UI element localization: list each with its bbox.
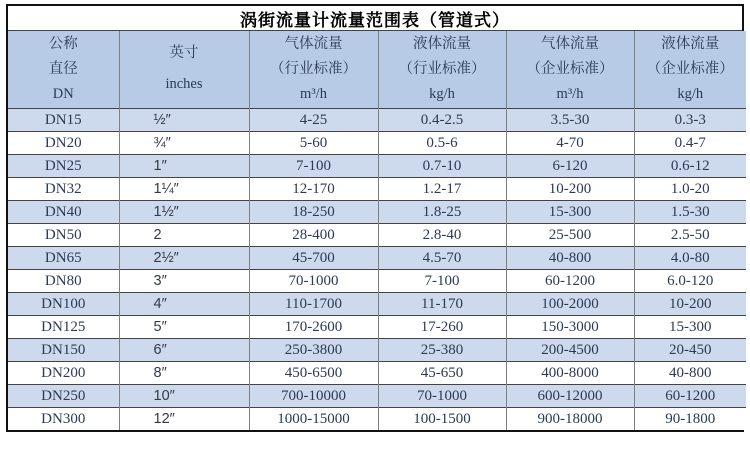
header-line: 公称 bbox=[48, 35, 78, 52]
table-body bbox=[8, 108, 746, 430]
cell: 60-1200 bbox=[634, 384, 746, 407]
cell: 0.7-10 bbox=[378, 154, 506, 177]
cell: DN200 bbox=[8, 361, 119, 384]
cell: 3.5-30 bbox=[506, 108, 634, 131]
table-row bbox=[8, 361, 746, 384]
cell: 1000-15000 bbox=[249, 407, 378, 430]
header-line: 液体流量 bbox=[413, 35, 471, 52]
cell: 10″ bbox=[119, 384, 249, 407]
cell: 1.0-20 bbox=[634, 177, 746, 200]
cell: 25-500 bbox=[506, 223, 634, 246]
cell: 4.0-80 bbox=[634, 246, 746, 269]
cell: 1½″ bbox=[119, 200, 249, 223]
cell: 90-1800 bbox=[634, 407, 746, 430]
column-header-gas-enterprise bbox=[506, 31, 634, 108]
flow-range-table bbox=[6, 4, 744, 432]
cell: DN100 bbox=[8, 292, 119, 315]
header-line: 直径 bbox=[48, 60, 78, 77]
header-line: （企业标准） bbox=[646, 60, 734, 77]
cell: 900-18000 bbox=[506, 407, 634, 430]
cell: 6-120 bbox=[506, 154, 634, 177]
cell: DN15 bbox=[8, 108, 119, 131]
cell: 100-2000 bbox=[506, 292, 634, 315]
cell: 45-650 bbox=[378, 361, 506, 384]
cell: 2.5-50 bbox=[634, 223, 746, 246]
cell: 6.0-120 bbox=[634, 269, 746, 292]
table-row bbox=[8, 223, 746, 246]
cell: DN125 bbox=[8, 315, 119, 338]
header-row bbox=[8, 31, 746, 108]
cell: DN300 bbox=[8, 407, 119, 430]
column-header-liquid-enterprise bbox=[634, 31, 746, 108]
table-header bbox=[8, 31, 746, 108]
cell: 12″ bbox=[119, 407, 249, 430]
table-row bbox=[8, 292, 746, 315]
cell: ½″ bbox=[119, 108, 249, 131]
cell: 150-3000 bbox=[506, 315, 634, 338]
header-line: inches bbox=[165, 76, 203, 93]
cell: 1.2-17 bbox=[378, 177, 506, 200]
cell: 400-8000 bbox=[506, 361, 634, 384]
header-line: DN bbox=[52, 85, 74, 102]
table-row bbox=[8, 315, 746, 338]
cell: 15-300 bbox=[634, 315, 746, 338]
cell: DN25 bbox=[8, 154, 119, 177]
table-row bbox=[8, 108, 746, 131]
cell: 2.8-40 bbox=[378, 223, 506, 246]
table-title: 涡街流量计流量范围表（管道式） bbox=[8, 6, 742, 31]
cell: 12-170 bbox=[249, 177, 378, 200]
cell: 4-70 bbox=[506, 131, 634, 154]
cell: 40-800 bbox=[634, 361, 746, 384]
cell: 8″ bbox=[119, 361, 249, 384]
column-header-liquid-industry bbox=[378, 31, 506, 108]
header-line: kg/h bbox=[677, 85, 704, 102]
cell: DN250 bbox=[8, 384, 119, 407]
header-line: 气体流量 bbox=[284, 35, 343, 52]
cell: DN80 bbox=[8, 269, 119, 292]
cell: 170-2600 bbox=[249, 315, 378, 338]
cell: 18-250 bbox=[249, 200, 378, 223]
table-row bbox=[8, 131, 746, 154]
cell: 10-200 bbox=[506, 177, 634, 200]
cell: 0.6-12 bbox=[634, 154, 746, 177]
cell: 5″ bbox=[119, 315, 249, 338]
cell: DN40 bbox=[8, 200, 119, 223]
table-row bbox=[8, 154, 746, 177]
header-line: 气体流量 bbox=[541, 35, 599, 52]
cell: 7-100 bbox=[378, 269, 506, 292]
cell: 1.8-25 bbox=[378, 200, 506, 223]
table-row bbox=[8, 338, 746, 361]
cell: 60-1200 bbox=[506, 269, 634, 292]
cell: 4-25 bbox=[249, 108, 378, 131]
cell: DN150 bbox=[8, 338, 119, 361]
table-row bbox=[8, 200, 746, 223]
cell: 7-100 bbox=[249, 154, 378, 177]
cell: 15-300 bbox=[506, 200, 634, 223]
cell: 700-10000 bbox=[249, 384, 378, 407]
cell: 0.4-2.5 bbox=[378, 108, 506, 131]
cell: ¾″ bbox=[119, 131, 249, 154]
table-row bbox=[8, 246, 746, 269]
header-line: kg/h bbox=[429, 85, 455, 102]
cell: 70-1000 bbox=[249, 269, 378, 292]
cell: 5-60 bbox=[249, 131, 378, 154]
column-header-inches bbox=[119, 31, 249, 108]
column-header-gas-industry bbox=[249, 31, 378, 108]
header-line: （行业标准） bbox=[398, 60, 486, 77]
cell: DN65 bbox=[8, 246, 119, 269]
cell: 6″ bbox=[119, 338, 249, 361]
header-line: 液体流量 bbox=[661, 35, 720, 52]
cell: 4″ bbox=[119, 292, 249, 315]
cell: 0.4-7 bbox=[634, 131, 746, 154]
cell: 4.5-70 bbox=[378, 246, 506, 269]
table-row bbox=[8, 177, 746, 200]
cell: 0.3-3 bbox=[634, 108, 746, 131]
cell: 100-1500 bbox=[378, 407, 506, 430]
header-line: m³/h bbox=[300, 85, 327, 102]
cell: 28-400 bbox=[249, 223, 378, 246]
cell: DN32 bbox=[8, 177, 119, 200]
cell: 3″ bbox=[119, 269, 249, 292]
cell: 200-4500 bbox=[506, 338, 634, 361]
header-line: （行业标准） bbox=[270, 60, 357, 77]
cell: DN20 bbox=[8, 131, 119, 154]
cell: 45-700 bbox=[249, 246, 378, 269]
cell: 1″ bbox=[119, 154, 249, 177]
cell: 600-12000 bbox=[506, 384, 634, 407]
cell: 1.5-30 bbox=[634, 200, 746, 223]
cell: 10-200 bbox=[634, 292, 746, 315]
cell: 20-450 bbox=[634, 338, 746, 361]
cell: DN50 bbox=[8, 223, 119, 246]
table-row bbox=[8, 384, 746, 407]
cell: 40-800 bbox=[506, 246, 634, 269]
cell: 250-3800 bbox=[249, 338, 378, 361]
cell: 110-1700 bbox=[249, 292, 378, 315]
cell: 450-6500 bbox=[249, 361, 378, 384]
flow-range-grid bbox=[8, 31, 746, 430]
table-row bbox=[8, 269, 746, 292]
cell: 17-260 bbox=[378, 315, 506, 338]
cell: 0.5-6 bbox=[378, 131, 506, 154]
cell: 70-1000 bbox=[378, 384, 506, 407]
header-line: m³/h bbox=[556, 85, 584, 102]
cell: 2 bbox=[119, 223, 249, 246]
header-line: （企业标准） bbox=[526, 60, 614, 77]
cell: 25-380 bbox=[378, 338, 506, 361]
cell: 1¼″ bbox=[119, 177, 249, 200]
header-line: 英寸 bbox=[169, 45, 199, 62]
cell: 11-170 bbox=[378, 292, 506, 315]
column-header-dn bbox=[8, 31, 119, 108]
table-row bbox=[8, 407, 746, 430]
cell: 2½″ bbox=[119, 246, 249, 269]
